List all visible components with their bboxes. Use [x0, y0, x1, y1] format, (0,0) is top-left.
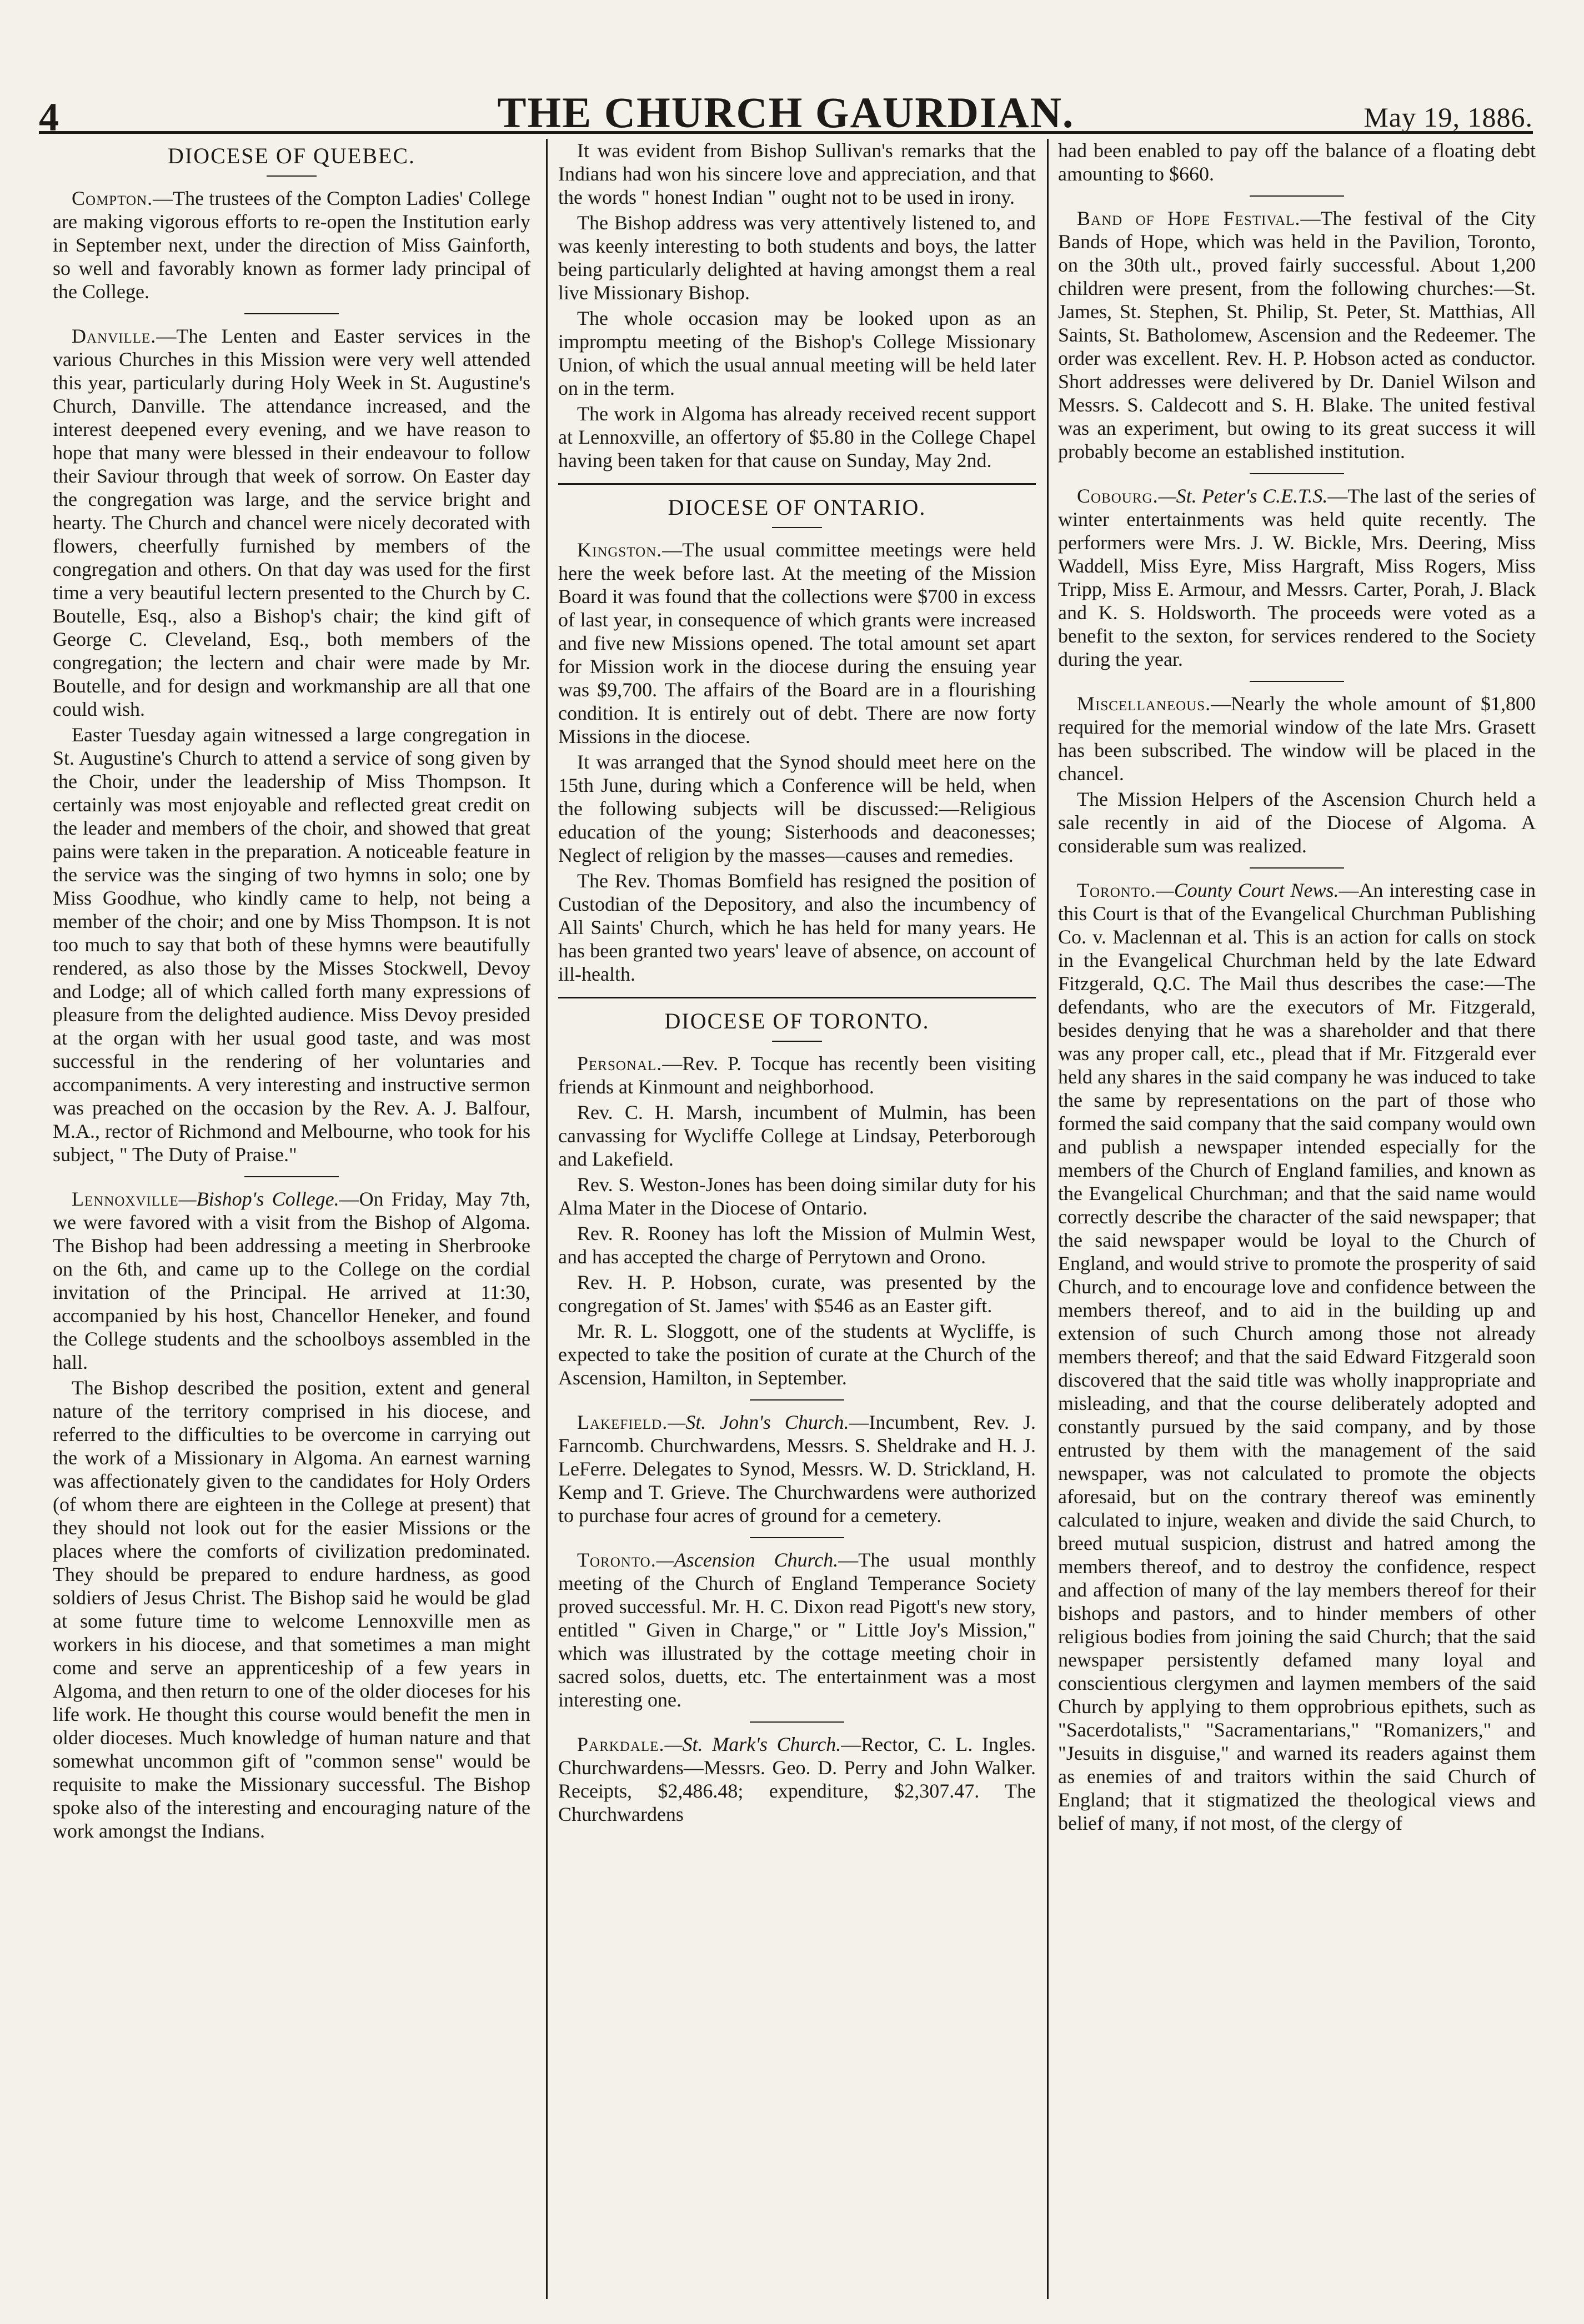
- heading-rule: [772, 527, 822, 528]
- item-text: —Rector, C. L. Ingles. Churchwardens—Messrs. Geo. D. Perry and John Walker. Receipts, $2,486.48; expenditure, $2,307.47. The Churchwardens: [558, 1733, 1036, 1825]
- paragraph: Easter Tuesday again witnessed a large congregation in St. Augustine's Church to attend a service of song given by the Choir, under the leadership of Miss Thompson. It certainly was most enjoyable and reflected great credit on the leader and members of the choir, and showed that great pains were taken in the preparation. A noticeable feature in the service was the singing of two hymns in solo; one by Miss Goodhue, who kindly came to help, not being a member of the choir; and one by Miss Thompson. It is not too much to say that both of these hymns were beautifully rendered, as also those by the Misses Stockwell, Devoy and Lodge; all of which called forth many expressions of pleasure from the delighted audience. Miss Devoy presided at the organ with her usual good taste, and was most successful in the rendering of her voluntaries and accompaniments. A very interesting and instructive sermon was preached on the occasion by the Rev. A. J. Balfour, M.A., rector of Richmond and Melbourne, who took for his subject, " The Duty of Praise.": [53, 724, 530, 1166]
- place-name: Personal.: [577, 1052, 663, 1075]
- item-text: —An interesting case in this Court is that of the Evangelical Churchman Publishing Co. v. Maclennan et al. This is an action for calls on stock in the Evangelical Churchman held by the late Edward Fitzgerald, Q.C. The Mail thus describes the case:—The defendants, who are the executors of Mr. Fitzgerald, besides denying that he was a shareholder and that there was any proper call, etc., plead that if Mr. Fitzgerald ever held any shares in the said company he was induced to take the same by representations on the part of those who formed the said company that the said company would own and publish a newspaper intended especially for the members of the Church of England families, and known as the Evangelical Churchman; and that the said name would correctly describe the character of the said newspaper; that the said newspaper would be loyal to the Church of England, and would strive to promote the prosperity of said Church, and to encourage love and confidence between the members thereof, and to aid in the building up and extension of such Church among those not already members thereof; and that the said Edward Fitzgerald soon discovered that the said title was wholly inappropriate and misleading, and that the course deliberately adopted and constantly pursued by the said company, and by those entrusted by them with the management of the said newspaper, was not calculated to promote the objects aforesaid, but on the contrary thereof was eminently calculated to injure, weaken and divide the said Church, to breed mutual suspicion, distrust and hatred among the members thereof, and to destroy the confidence, respect and affection of many of the lay members thereof for their bishops and pastors, and to hinder members of other religious bodies from joining the said Church; that the said newspaper persistently defamed many loyal and conscientious clergymen and laymen members of the said Church by applying to them opprobrious epithets, such as "Sacerdotalists," "Sacramentarians," "Romanizers," and "Jesuits in disguise," and warned its readers against them as enemies of and traitors within the said Church of England; that it stigmatized the theological views and belief of many, if not most, of the clergy of: [1058, 879, 1536, 1834]
- item-text: —Rev. P. Tocque has recently been visiting friends at Kinmount and neighborhood.: [558, 1052, 1036, 1098]
- paragraph: Rev. S. Weston-Jones has been doing similar duty for his Alma Mater in the Diocese of Ontario.: [558, 1173, 1036, 1219]
- separator-rule: [1250, 867, 1344, 869]
- paragraph: The Rev. Thomas Bomfield has resigned the position of Custodian of the Depository, and also the incumbency of All Saints' Church, which he has held for many years. He has been granted two years' leave of absence, on account of ill-health.: [558, 870, 1036, 985]
- place-name: Lakefield.: [577, 1411, 668, 1433]
- news-item-band-of-hope: [1058, 207, 1536, 463]
- section-heading-ontario: DIOCESE OF ONTARIO.: [668, 495, 926, 520]
- item-text: —The last of the series of winter entertainments was held quite recently. The performers were Mrs. J. W. Bickle, Mrs. Deering, Miss Waddell, Miss Eyre, Miss Hargraft, Miss Rogers, Miss Tripp, Miss E. Armour, and Messrs. Carter, Porah, J. Black and K. S. Holdsworth. The proceeds were voted as a benefit to the sexton, for services rendered to the Society during the year.: [1058, 485, 1536, 670]
- news-item-toronto: [558, 1548, 1036, 1711]
- separator-rule: [244, 1176, 339, 1177]
- news-item-danville: [53, 324, 530, 721]
- separator-rule: [1250, 681, 1344, 682]
- place-name: Danville.: [72, 325, 157, 347]
- section-heading-toronto: DIOCESE OF TORONTO.: [664, 1008, 930, 1033]
- place-name: Miscellaneous.: [1077, 692, 1211, 715]
- place-name: Band of Hope Festival.: [1077, 207, 1301, 229]
- page-number: 4: [39, 95, 59, 139]
- paragraph: The whole occasion may be looked upon as an impromptu meeting of the Bishop's College Missionary Union, of which the usual annual meeting will be held later on in the term.: [558, 307, 1036, 399]
- place-name: Parkdale.: [577, 1733, 665, 1755]
- column-3: [1058, 139, 1536, 2305]
- section-rule: [558, 997, 1036, 998]
- news-item-toronto-court: [1058, 879, 1536, 1835]
- heading-rule: [267, 175, 317, 177]
- news-item-personal: [558, 1052, 1036, 1098]
- place-name: Cobourg.: [1077, 485, 1159, 507]
- place-name: Lennoxville: [72, 1188, 179, 1210]
- paragraph: Mr. R. L. Sloggott, one of the students at Wycliffe, is expected to take the position of curate at the Church of the Ascension, Hamilton, in September.: [558, 1320, 1036, 1389]
- item-text: —The usual monthly meeting of the Church of England Temperance Society proved successful. Mr. H. C. Dixon read Pigott's new story, entitled " Given in Charge," or " Little Joy's Mission," which was illustrated by the cottage meeting choir in sacred solos, duetts, etc. The entertainment was a most interesting one.: [558, 1549, 1036, 1711]
- sub-heading: —St. Peter's C.E.T.S.: [1158, 485, 1328, 507]
- masthead: [39, 83, 1533, 144]
- item-text: —The usual committee meetings were held here the week before last. At the meeting of the Mission Board it was found that the collections were $700 in excess of last year, in consequence of which grants were increased and five new Missions opened. The total amount set apart for Mission work in the diocese during the ensuing year was $9,700. The affairs of the Board are in a flourishing condition. It is entirely out of debt. There are now forty Missions in the diocese.: [558, 539, 1036, 747]
- sub-heading: —St. John's Church.: [668, 1411, 849, 1433]
- heading-rule: [772, 1041, 822, 1042]
- column-divider: [1047, 139, 1049, 2299]
- news-item-compton: [53, 187, 530, 303]
- item-text: —Nearly the whole amount of $1,800 required for the memorial window of the late Mrs. Grasett has been subscribed. The window will be placed in the chancel.: [1058, 692, 1536, 785]
- sub-heading: —County Court News.: [1156, 879, 1339, 901]
- sub-heading: —St. Mark's Church.: [664, 1733, 841, 1755]
- paragraph: It was arranged that the Synod should meet here on the 15th June, during which a Conference will be held, when the following subjects will be discussed:—Religious education of the young; Sisterhoods and deaconesses; Neglect of religion by the masses—causes and remedies.: [558, 751, 1036, 866]
- separator-rule: [244, 313, 339, 314]
- paragraph: It was evident from Bishop Sullivan's remarks that the Indians had won his sincere love and appreciation, and that the words " honest Indian " ought not to be used in irony.: [558, 139, 1036, 208]
- paragraph: The Mission Helpers of the Ascension Church held a sale recently in aid of the Diocese of Algoma. A considerable sum was realized.: [1058, 788, 1536, 857]
- paragraph: Rev. R. Rooney has loft the Mission of Mulmin West, and has accepted the charge of Perrytown and Orono.: [558, 1222, 1036, 1268]
- news-item-lennoxville: [53, 1187, 530, 1374]
- masthead-rule: [39, 131, 1533, 134]
- paragraph: The Bishop address was very attentively listened to, and was keenly interesting to both students and boys, the latter being particularly delighted at having amongst them a real live Missionary Bishop.: [558, 212, 1036, 304]
- separator-rule: [1250, 473, 1344, 474]
- item-text: —On Friday, May 7th, we were favored with a visit from the Bishop of Algoma. The Bishop had been addressing a meeting in Sherbrooke on the 6th, and came up to the College on the cordial invitation of the Principal. He arrived at 11:30, accompanied by his host, Chancellor Heneker, and found the College students and the schoolboys assembled in the hall.: [53, 1188, 530, 1373]
- paragraph: The Bishop described the position, extent and general nature of the territory comprised in his diocese, and referred to the difficulties to be overcome in carrying out the work of a Missionary in Algoma. An earnest warning was affectionately given to the candidates for Holy Orders (of whom there are eighteen in the College at present) that they should not look out for the easier Missions or the places where the comforts of civilization predominated. They should be prepared to endure hardness, as good soldiers of Jesus Christ. The Bishop said he would be glad at some future time to welcome Lennoxville men as workers in his diocese, and that sometimes a man might come and serve an apprenticeship of a few years in Algoma, and then return to one of the older dioceses for his life work. He thought this course would benefit the men in older dioceses. Much knowledge of human nature and that somewhat uncommon gift of "common sense" would be requisite to make the Missionary successful. The Bishop spoke also of the interesting and encouraging nature of the work amongst the Indians.: [53, 1377, 530, 1842]
- place-name: Compton.: [72, 187, 153, 209]
- issue-date: May 19, 1886.: [1364, 102, 1533, 133]
- place-name: Toronto.: [1077, 879, 1156, 901]
- news-item-lakefield: [558, 1411, 1036, 1527]
- place-name: Kingston.: [577, 539, 663, 561]
- separator-rule: [750, 1721, 844, 1723]
- column-2: [558, 139, 1036, 2305]
- newspaper-title: THE CHURCH GAURDIAN.: [497, 88, 1075, 137]
- news-item-parkdale: [558, 1733, 1036, 1826]
- separator-rule: [1250, 195, 1344, 197]
- column-1: [53, 139, 530, 2305]
- separator-rule: [750, 1399, 844, 1401]
- sub-heading: —Ascension Church.: [656, 1549, 839, 1571]
- item-text: —The festival of the City Bands of Hope, which was held in the Pavilion, Toronto, on the 30th ult., proved fairly successful. About 1,200 children were present, from the following churches:—St. James, St. Stephen, St. Philip, St. Peter, St. Matthias, All Saints, St. Batholomew, Ascension and the Redeemer. The order was excellent. Rev. H. P. Hobson acted as conductor. Short addresses were delivered by Dr. Daniel Wilson and Messrs. S. Caldecott and S. H. Blake. The united festival was an experiment, but owing to its great success it will probably become an established institution.: [1058, 207, 1536, 463]
- column-divider: [546, 139, 548, 2299]
- item-text: —The Lenten and Easter services in the various Churches in this Mission were very well attended this year, particularly during Holy Week in St. Augustine's Church, Danville. The attendance increased, and the interest deepened every evening, and we have reason to hope that many were blessed in their endeavour to follow their Saviour through that week of sorrow. On Easter day the congregation was large, and the service bright and hearty. The Church and chancel were nicely decorated with flowers, cheerfully furnished by members of the congregation and others. On that day was used for the first time a very beautiful lectern presented to the Church by C. Boutelle, Esq., also a Bishop's chair; the kind gift of George C. Cleveland, Esq., both members of the congregation; the lectern and chair were made by Mr. Boutelle, and for design and workmanship are all that one could wish.: [53, 325, 530, 720]
- section-rule: [558, 483, 1036, 485]
- place-name: Toronto.: [577, 1549, 656, 1571]
- paragraph: Rev. C. H. Marsh, incumbent of Mulmin, has been canvassing for Wycliffe College at Lindsay, Peterborough and Lakefield.: [558, 1101, 1036, 1170]
- paragraph: Rev. H. P. Hobson, curate, was presented by the congregation of St. James' with $546 as an Easter gift.: [558, 1271, 1036, 1317]
- separator-rule: [750, 1537, 844, 1538]
- news-item-miscellaneous: [1058, 692, 1536, 785]
- paragraph: The work in Algoma has already received recent support at Lennoxville, an offertory of $5.80 in the College Chapel having been taken for that cause on Sunday, May 2nd.: [558, 403, 1036, 471]
- section-heading-quebec: DIOCESE OF QUEBEC.: [167, 143, 416, 168]
- news-item-cobourg: [1058, 484, 1536, 671]
- news-item-kingston: [558, 538, 1036, 748]
- item-text: —Incumbent, Rev. J. Farncomb. Churchwardens, Messrs. S. Sheldrake and H. J. LeFerre. Delegates to Synod, Messrs. W. D. Strickland, H. Kemp and T. Grieve. The Churchwardens were authorized to purchase four acres of ground for a cemetery.: [558, 1411, 1036, 1527]
- paragraph: had been enabled to pay off the balance of a floating debt amounting to $660.: [1058, 139, 1536, 185]
- sub-heading: —Bishop's College.: [178, 1188, 339, 1210]
- item-text: —The trustees of the Compton Ladies' College are making vigorous efforts to re-open the Institution early in September next, under the direction of Miss Gainforth, so well and favorably known as former lady principal of the College.: [53, 187, 530, 303]
